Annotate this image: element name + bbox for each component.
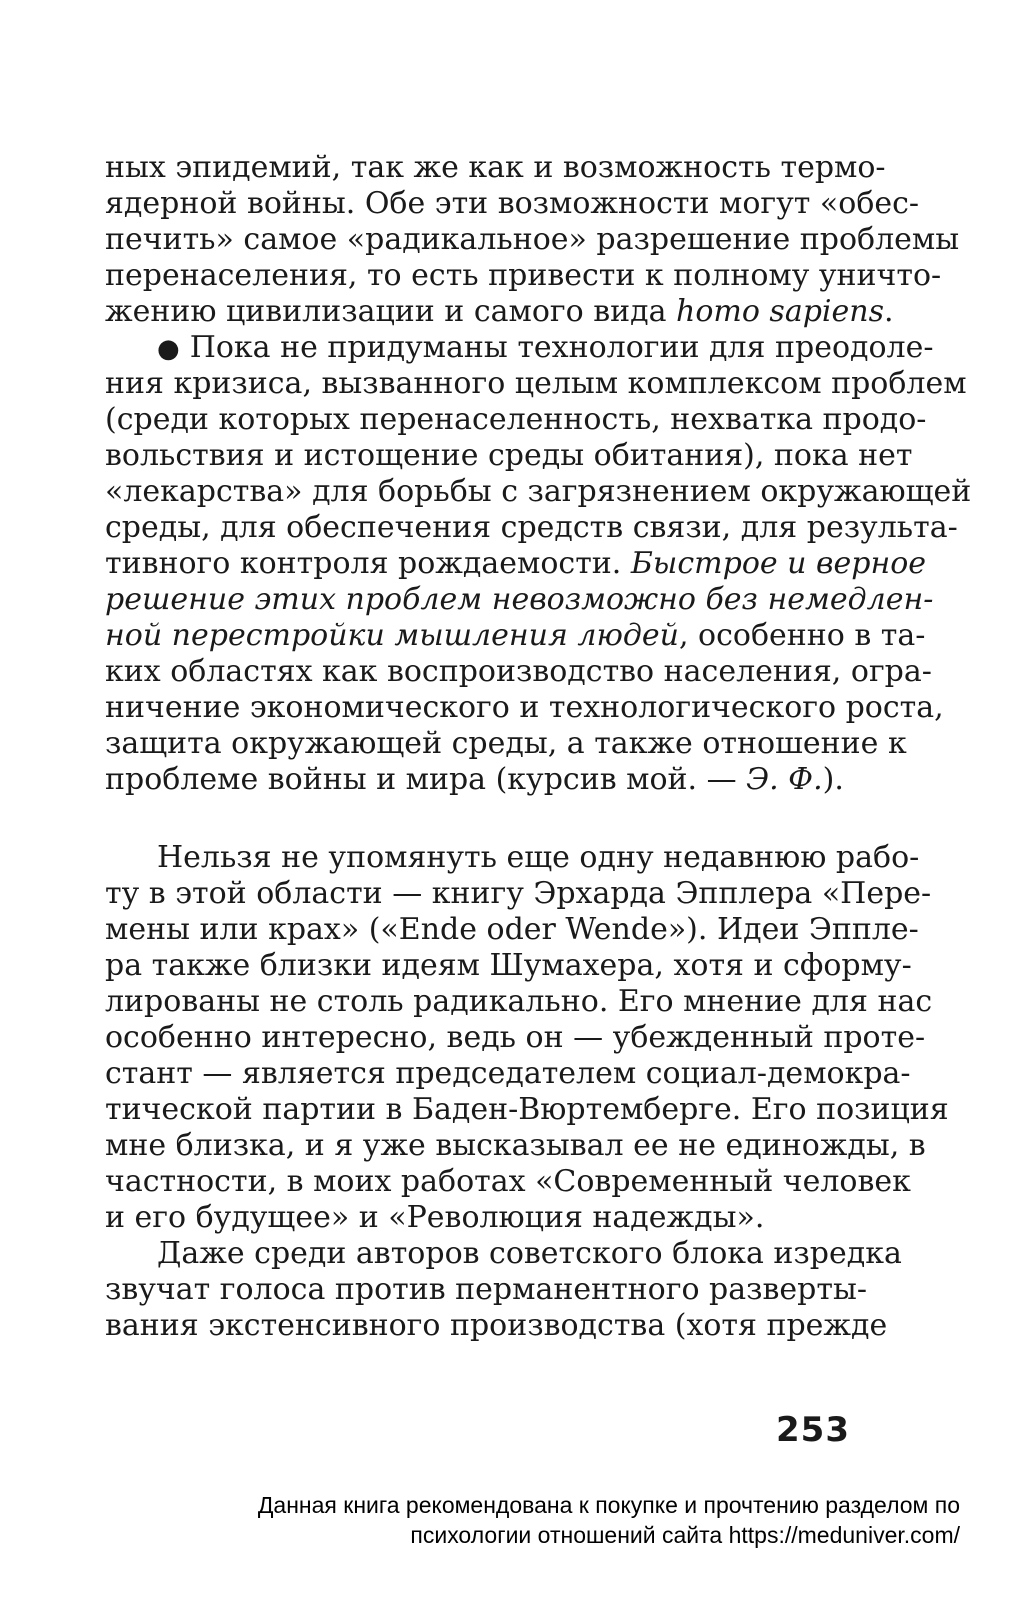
text-line: ра также близки идеям Шумахера, хотя и сформу- — [105, 948, 912, 983]
text-line: стант — является председателем социал-демокра- — [105, 1056, 911, 1091]
text-line: особенно интересно, ведь он — убежденный проте- — [105, 1020, 926, 1055]
text-line: Даже среди авторов советского блока изредка — [157, 1236, 902, 1271]
text-line: мены или крах» («Ende oder Wende»). Идеи Эппле- — [105, 912, 919, 947]
text-line — [105, 294, 894, 330]
bullet-icon: ● — [157, 334, 180, 364]
text-span: , особенно в та- — [678, 618, 926, 653]
text-span: Пока не придуманы технологии для преодоле- — [189, 330, 934, 365]
text-line: перенаселения, то есть привести к полному уничто- — [105, 258, 942, 293]
text-line: ничение экономического и технологического роста, — [105, 690, 944, 725]
text-line: Нельзя не упомянуть еще одну недавнюю рабо- — [157, 840, 920, 875]
italic-span: Быстрое и верное — [630, 546, 927, 581]
text-line — [105, 618, 926, 654]
text-line: «лекарства» для борьбы с загрязнением окружающей — [105, 474, 972, 509]
text-line: ту в этой области — книгу Эрхарда Эпплера «Пере- — [105, 876, 932, 911]
text-line: среды, для обеспечения средств связи, для результа- — [105, 510, 958, 545]
text-line: печить» самое «радикальное» разрешение проблемы — [105, 222, 960, 257]
italic-span: ной перестройки мышления людей — [105, 618, 679, 653]
text-line: вольствия и истощение среды обитания), пока нет — [105, 438, 913, 473]
italic-span: homo sapiens — [676, 294, 884, 329]
text-line: ких областях как воспроизводство населения, огра- — [105, 654, 932, 689]
text-span: тивного контроля рождаемости. — [105, 546, 631, 581]
italic-span: решение этих проблем невозможно без немедлен- — [105, 582, 934, 617]
text-span: ). — [822, 762, 844, 797]
text-line: ных эпидемий, так же как и возможность термо- — [105, 150, 886, 185]
text-line — [105, 762, 850, 798]
text-line: (среди которых перенаселенность, нехватка продо- — [105, 402, 927, 437]
text-line: ядерной войны. Обе эти возможности могут «обес- — [105, 186, 920, 221]
footer-line: психологии отношений сайта https://meduniver.com/ — [410, 1522, 960, 1548]
footer-line: Данная книга рекомендована к покупке и прочтению разделом по — [257, 1492, 960, 1518]
text-line — [105, 582, 934, 618]
page-number: 253 — [776, 1410, 850, 1450]
text-line: и его будущее» и «Революция надежды». — [105, 1200, 765, 1235]
text-line: лированы не столь радикально. Его мнение для нас — [105, 984, 933, 1019]
text-span: жению цивилизации и самого вида — [105, 294, 676, 329]
text-line — [105, 546, 927, 582]
text-span: проблеме войны и мира (курсив мой. — — [105, 762, 747, 797]
text-line: защита окружающей среды, а также отношение к — [105, 726, 907, 761]
text-line: звучат голоса против перманентного разверты- — [105, 1272, 867, 1307]
text-line: вания экстенсивного производства (хотя прежде — [105, 1308, 888, 1343]
bullet-line — [105, 330, 934, 366]
text-span: . — [883, 294, 894, 329]
text-line: тической партии в Баден-Вюртемберге. Его позиция — [105, 1092, 949, 1127]
footer-note — [140, 1490, 960, 1550]
text-line: ния кризиса, вызванного целым комплексом проблем — [105, 366, 967, 401]
text-line: частности, в моих работах «Современный человек — [105, 1164, 911, 1199]
text-line: мне близка, и я уже высказывал ее не единожды, в — [105, 1128, 926, 1163]
italic-span: Э. Ф. — [746, 762, 823, 797]
